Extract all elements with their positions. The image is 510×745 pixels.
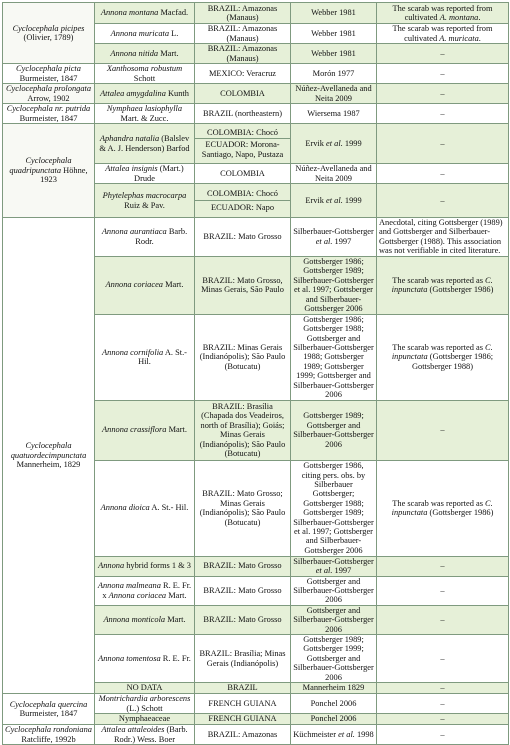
note-cell: The scarab was reported from cultivated A. montana. xyxy=(377,3,509,24)
note-cell: – xyxy=(377,64,509,84)
table-row xyxy=(3,64,509,84)
reference-cell: Küchmeister et al. 1998 xyxy=(291,725,377,745)
location-cell: BRAZIL: Mato Grosso xyxy=(195,556,291,576)
location-cell: COLOMBIA: Chocó ECUADOR: Napo xyxy=(195,184,291,218)
species-cell: Cyclocephala quadripunctata Höhne, 1923 xyxy=(3,124,95,218)
location-cell: FRENCH GUIANA xyxy=(195,714,291,725)
note-cell: – xyxy=(377,725,509,745)
species-cell: Cyclocephala rondoniana Ratcliffe, 1992b xyxy=(3,725,95,745)
plant-cell: Annona malmeana R. E. Fr. x Annona coriacea Mart. xyxy=(95,576,195,605)
table-row xyxy=(3,725,509,745)
reference-cell: Gottsberger 1986; Gottsberger 1989; Silberbauer-Gottsberger et al. 1997; Gottsberger and Silberbauer-Gottsberger 2006 xyxy=(291,256,377,314)
species-cell: Cyclocephala quercina Burmeister, 1847 xyxy=(3,694,95,725)
note-cell: The scarab was reported from cultivated A. muricata. xyxy=(377,24,509,44)
reference-cell: Morón 1977 xyxy=(291,64,377,84)
location-cell: COLOMBIA xyxy=(195,164,291,184)
location-cell: BRAZIL: Mato Grosso xyxy=(195,605,291,634)
plant-cell: Annona muricata L. xyxy=(95,24,195,44)
reference-cell: Ervik et al. 1999 xyxy=(291,124,377,164)
plant-cell: Annona monticola Mart. xyxy=(95,605,195,634)
reference-cell: Gottsberger 1989; Gottsberger and Silberbauer-Gottsberger 2006 xyxy=(291,400,377,460)
note-cell: The scarab was reported as C. inpunctata (Gottsberger 1986) xyxy=(377,256,509,314)
data-table-container xyxy=(2,2,508,745)
location-cell: BRAZIL: Amazonas xyxy=(195,725,291,745)
reference-cell: Silberbauer-Gottsberger et al. 1997 xyxy=(291,556,377,576)
note-cell: – xyxy=(377,124,509,164)
note-cell: – xyxy=(377,694,509,714)
plant-cell: Annona nitida Mart. xyxy=(95,44,195,64)
location-cell: FRENCH GUIANA xyxy=(195,694,291,714)
location-cell: BRAZIL (northeastern) xyxy=(195,104,291,124)
note-cell: – xyxy=(377,104,509,124)
note-cell: – xyxy=(377,683,509,694)
reference-cell: Ponchel 2006 xyxy=(291,714,377,725)
location-cell: BRAZIL: Minas Gerais (Indianópolis); São Paulo (Botucatu) xyxy=(195,314,291,400)
location-cell: COLOMBIA: Chocó ECUADOR: Morona-Santiago, Napo, Pustaza xyxy=(195,124,291,164)
plant-cell: Annona hybrid forms 1 & 3 xyxy=(95,556,195,576)
note-cell: – xyxy=(377,44,509,64)
note-cell: The scarab was reported as C. inpunctata (Gottsberger 1986; Gottsberger 1988) xyxy=(377,314,509,400)
reference-cell: Webber 1981 xyxy=(291,3,377,24)
location-cell: MEXICO: Veracruz xyxy=(195,64,291,84)
table-row xyxy=(3,218,509,257)
location-cell: BRAZIL xyxy=(195,683,291,694)
note-cell: – xyxy=(377,184,509,218)
location-cell: BRAZIL: Mato Grosso; Minas Gerais (Indianópolis); São Paulo (Botucatu) xyxy=(195,460,291,556)
location-cell: BRAZIL: Mato Grosso xyxy=(195,576,291,605)
plant-cell: Attalea attaleoides (Barb. Rodr.) Wess. Boer xyxy=(95,725,195,745)
reference-cell: Mannerheim 1829 xyxy=(291,683,377,694)
reference-cell: Gottsberger 1986; Gottsberger 1988; Gottsberger and Silberbauer-Gottsberger 1988; Gottsberger 1989; Gottsberger 1999; Gottsberger and Silberbauer-Gottsberger 2006 xyxy=(291,314,377,400)
plant-cell: Nymphaea lasiophylla Mart. & Zucc. xyxy=(95,104,195,124)
plant-cell: Annona coriacea Mart. xyxy=(95,256,195,314)
location-cell: BRAZIL: Mato Grosso xyxy=(195,218,291,257)
location-cell: BRAZIL: Amazonas (Manaus) xyxy=(195,24,291,44)
species-cell: Cyclocephala prolongata Arrow, 1902 xyxy=(3,84,95,104)
plant-cell: Xanthosoma robustum Schott xyxy=(95,64,195,84)
note-cell: – xyxy=(377,556,509,576)
reference-cell: Webber 1981 xyxy=(291,44,377,64)
species-cell: Cyclocephala picta Burmeister, 1847 xyxy=(3,64,95,84)
scarab-host-plant-table xyxy=(2,2,509,745)
reference-cell: Gottsberger 1986, citing pers. obs. by Silberbauer Gottsberger; Gottsberger 1988; Gottsberger 1989; Silberbauer-Gottsberger et al. 1997; Gottsberger and Silberbauer-Gottsberger 2006 xyxy=(291,460,377,556)
location-cell: BRAZIL: Brasília (Chapada dos Veadeiros, north of Brasília); Goiás; Minas Gerais (Indianópolis); São Paulo (Botucatu) xyxy=(195,400,291,460)
location-cell: BRAZIL: Brasília; Minas Gerais (Indianópolis) xyxy=(195,635,291,683)
plant-cell: Attalea insignis (Mart.) Drude xyxy=(95,164,195,184)
reference-cell: Gottsberger and Silberbauer-Gottsberger 2006 xyxy=(291,605,377,634)
note-cell: – xyxy=(377,576,509,605)
plant-cell: Annona cornifolia A. St.-Hil. xyxy=(95,314,195,400)
note-cell: – xyxy=(377,164,509,184)
species-cell: Cyclocephala picipes (Olivier, 1789) xyxy=(3,3,95,64)
reference-cell: Gottsberger 1989; Gottsberger 1999; Gottsberger and Silberbauer-Gottsberger 2006 xyxy=(291,635,377,683)
location-cell: COLOMBIA xyxy=(195,84,291,104)
plant-cell: Annona crassiflora Mart. xyxy=(95,400,195,460)
species-cell: Cyclocephala quatuordecimpunctata Mannerheim, 1829 xyxy=(3,218,95,694)
reference-cell: Ervik et al. 1999 xyxy=(291,184,377,218)
note-cell: – xyxy=(377,635,509,683)
plant-cell: Nymphaeaceae xyxy=(95,714,195,725)
table-row xyxy=(3,124,509,164)
plant-cell: Phytelephas macrocarpa Ruiz & Pav. xyxy=(95,184,195,218)
plant-cell: Annona montana Macfad. xyxy=(95,3,195,24)
reference-cell: Webber 1981 xyxy=(291,24,377,44)
location-cell: BRAZIL: Amazonas (Manaus) xyxy=(195,44,291,64)
reference-cell: Núñez-Avellaneda and Neita 2009 xyxy=(291,84,377,104)
table-row xyxy=(3,3,509,24)
note-cell: – xyxy=(377,714,509,725)
note-cell: – xyxy=(377,400,509,460)
note-cell: Anecdotal, citing Gottsberger (1989) and Gottsberger and Silberbauer-Gottsberger (1988). This association was not verifiable in cited literature. xyxy=(377,218,509,257)
reference-cell: Silberbauer-Gottsberger et al. 1997 xyxy=(291,218,377,257)
plant-cell: Annona aurantiaca Barb. Rodr. xyxy=(95,218,195,257)
plant-cell: Aphandra natalia (Balslev & A. J. Henderson) Barfod xyxy=(95,124,195,164)
table-row xyxy=(3,84,509,104)
plant-cell: Annona dioica A. St.- Hil. xyxy=(95,460,195,556)
note-cell: – xyxy=(377,84,509,104)
reference-cell: Núñez-Avellaneda and Neita 2009 xyxy=(291,164,377,184)
location-cell: BRAZIL: Mato Grosso, Minas Gerais, São Paulo xyxy=(195,256,291,314)
plant-cell: Attalea amygdalina Kunth xyxy=(95,84,195,104)
plant-cell: Montrichardia arborescens (L.) Schott xyxy=(95,694,195,714)
reference-cell: Gottsberger and Silberbauer-Gottsberger 2006 xyxy=(291,576,377,605)
table-row xyxy=(3,694,509,714)
location-cell: BRAZIL: Amazonas (Manaus) xyxy=(195,3,291,24)
plant-cell: Annona tomentosa R. E. Fr. xyxy=(95,635,195,683)
plant-cell: NO DATA xyxy=(95,683,195,694)
note-cell: – xyxy=(377,605,509,634)
reference-cell: Wiersema 1987 xyxy=(291,104,377,124)
table-row xyxy=(3,104,509,124)
note-cell: The scarab was reported as C. inpunctata (Gottsberger 1986) xyxy=(377,460,509,556)
species-cell: Cyclocephala nr. putrida Burmeister, 1847 xyxy=(3,104,95,124)
reference-cell: Ponchel 2006 xyxy=(291,694,377,714)
